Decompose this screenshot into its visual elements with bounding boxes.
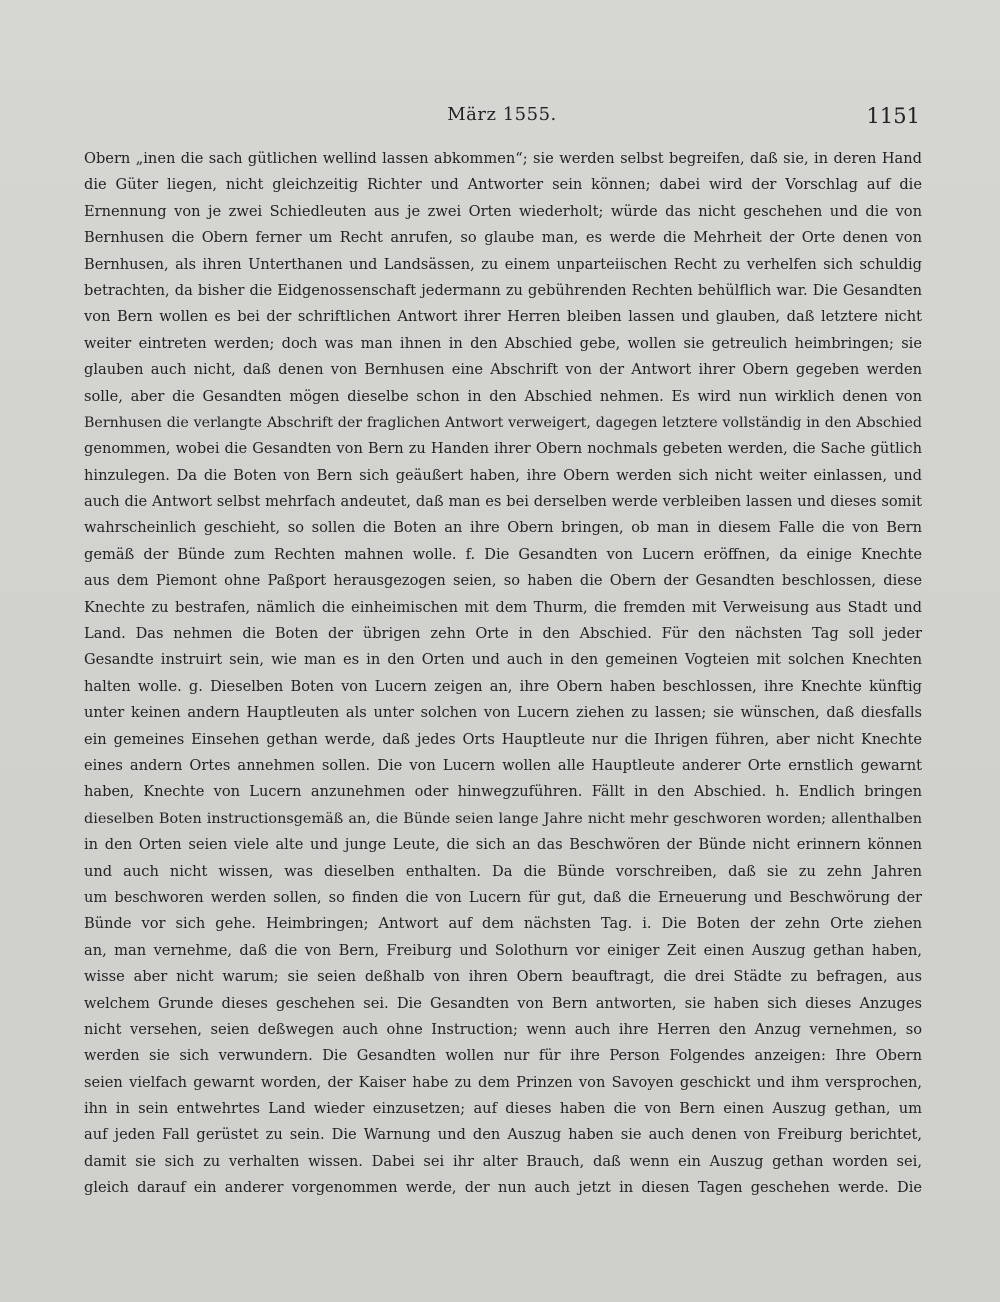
- text-line: Obern „inen die sach gütlichen wellind lassen abkommen“; sie werden selbst begreifen, daß sie, in deren Hand: [84, 150, 922, 167]
- text-line: welchem Grunde dieses geschehen sei. Die Gesandten von Bern antworten, sie haben sich dieses Anzuges: [84, 994, 922, 1012]
- body-text: [84, 146, 922, 1202]
- text-line: und auch nicht wissen, was dieselben enthalten. Da die Bünde vorschreiben, daß sie zu zehn Jahren: [84, 862, 922, 880]
- page-header: [84, 104, 920, 134]
- text-line: wisse aber nicht warum; sie seien deßhalb von ihren Obern beauftragt, die drei Städte zu befragen, aus: [84, 968, 922, 986]
- text-line: Bernhusen die verlangte Abschrift der fraglichen Antwort verweigert, dagegen letztere vollständig in den Abschied: [84, 414, 922, 431]
- text-line: genommen, wobei die Gesandten von Bern zu Handen ihrer Obern nochmals gebeten werden, die Sache gütlich: [84, 440, 922, 458]
- text-line: Bünde vor sich gehe. Heimbringen; Antwort auf dem nächsten Tag. i. Die Boten der zehn Orte ziehen: [84, 915, 922, 933]
- text-line: Bernhusen, als ihren Unterthanen und Landsässen, zu einem unparteiischen Recht zu verhelfen sich schuldig: [84, 255, 922, 273]
- text-line: gleich darauf ein anderer vorgenommen werde, der nun auch jetzt in diesen Tagen geschehen werde. Die: [84, 1179, 922, 1197]
- text-line: hinzulegen. Da die Boten von Bern sich geäußert haben, ihre Obern werden sich nicht weiter einlassen, und: [84, 466, 922, 484]
- text-line: die Güter liegen, nicht gleichzeitig Richter und Antworter sein können; dabei wird der Vorschlag auf die: [84, 176, 922, 194]
- text-line: dieselben Boten instructionsgemäß an, die Bünde seien lange Jahre nicht mehr geschworen worden; allenthalben: [84, 810, 922, 827]
- text-line: unter keinen andern Hauptleuten als unter solchen von Lucern ziehen zu lassen; sie wünschen, daß diesfalls: [84, 704, 922, 722]
- text-line: seien vielfach gewarnt worden, der Kaiser habe zu dem Prinzen von Savoyen geschickt und ihm versprochen,: [84, 1073, 922, 1091]
- text-line: auf jeden Fall gerüstet zu sein. Die Warnung und den Auszug haben sie auch denen von Freiburg berichtet,: [84, 1126, 922, 1144]
- text-line: wahrscheinlich geschieht, so sollen die Boten an ihre Obern bringen, ob man in diesem Falle die von Bern: [84, 519, 922, 537]
- text-line: an, man vernehme, daß die von Bern, Freiburg und Solothurn vor einiger Zeit einen Auszug gethan haben,: [84, 941, 922, 959]
- text-line: Gesandte instruirt sein, wie man es in den Orten und auch in den gemeinen Vogteien mit solchen Knechten: [84, 651, 922, 669]
- text-line: um beschworen werden sollen, so finden die von Lucern für gut, daß die Erneuerung und Beschwörung der: [84, 888, 922, 906]
- text-line: ihn in sein entwehrtes Land wieder einzusetzen; auf dieses haben die von Bern einen Auszug gethan, um: [84, 1100, 922, 1118]
- text-line: solle, aber die Gesandten mögen dieselbe schon in den Abschied nehmen. Es wird nun wirklich denen von: [84, 387, 922, 405]
- text-line: auch die Antwort selbst mehrfach andeutet, daß man es bei derselben werde verbleiben lassen und dieses somit: [84, 493, 922, 511]
- text-line: damit sie sich zu verhalten wissen. Dabei sei ihr alter Brauch, daß wenn ein Auszug gethan worden sei,: [84, 1152, 922, 1170]
- text-line: aus dem Piemont ohne Paßport herausgezogen seien, so haben die Obern der Gesandten beschlossen, diese: [84, 572, 922, 590]
- text-line: ein gemeines Einsehen gethan werde, daß jedes Orts Hauptleute nur die Ihrigen führen, aber nicht Knechte: [84, 730, 922, 748]
- page-number: 1151: [866, 104, 920, 128]
- text-line: nicht versehen, seien deßwegen auch ohne Instruction; wenn auch ihre Herren den Anzug vernehmen, so: [84, 1020, 922, 1038]
- text-line: glauben auch nicht, daß denen von Bernhusen eine Abschrift von der Antwort ihrer Obern gegeben werden: [84, 361, 922, 379]
- text-line: gemäß der Bünde zum Rechten mahnen wolle. f. Die Gesandten von Lucern eröffnen, da einige Knechte: [84, 545, 922, 563]
- text-line: haben, Knechte von Lucern anzunehmen oder hinwegzuführen. Fällt in den Abschied. h. Endlich bringen: [84, 783, 922, 801]
- text-line: in den Orten seien viele alte und junge Leute, die sich an das Beschwören der Bünde nicht erinnern können: [84, 836, 922, 854]
- text-line: betrachten, da bisher die Eidgenossenschaft jedermann zu gebührenden Rechten behülflich war. Die Gesandten: [84, 281, 922, 299]
- running-title: März 1555.: [447, 104, 557, 125]
- text-line: Ernennung von je zwei Schiedleuten aus je zwei Orten wiederholt; würde das nicht geschehen und die von: [84, 202, 922, 220]
- text-line: von Bern wollen es bei der schriftlichen Antwort ihrer Herren bleiben lassen und glauben, daß letztere nicht: [84, 308, 922, 326]
- text-line: Knechte zu bestrafen, nämlich die einheimischen mit dem Thurm, die fremden mit Verweisung aus Stadt und: [84, 598, 922, 616]
- text-line: Bernhusen die Obern ferner um Recht anrufen, so glaube man, es werde die Mehrheit der Orte denen von: [84, 229, 922, 247]
- text-line: halten wolle. g. Dieselben Boten von Lucern zeigen an, ihre Obern haben beschlossen, ihre Knechte künftig: [84, 677, 922, 695]
- text-line: eines andern Ortes annehmen sollen. Die von Lucern wollen alle Hauptleute anderer Orte ernstlich gewarnt: [84, 756, 922, 774]
- text-line: Land. Das nehmen die Boten der übrigen zehn Orte in den Abschied. Für den nächsten Tag soll jeder: [84, 625, 922, 643]
- text-line: werden sie sich verwundern. Die Gesandten wollen nur für ihre Person Folgendes anzeigen: Ihre Obern: [84, 1047, 922, 1065]
- text-line: weiter eintreten werden; doch was man ihnen in den Abschied gebe, wollen sie getreulich heimbringen; sie: [84, 334, 922, 352]
